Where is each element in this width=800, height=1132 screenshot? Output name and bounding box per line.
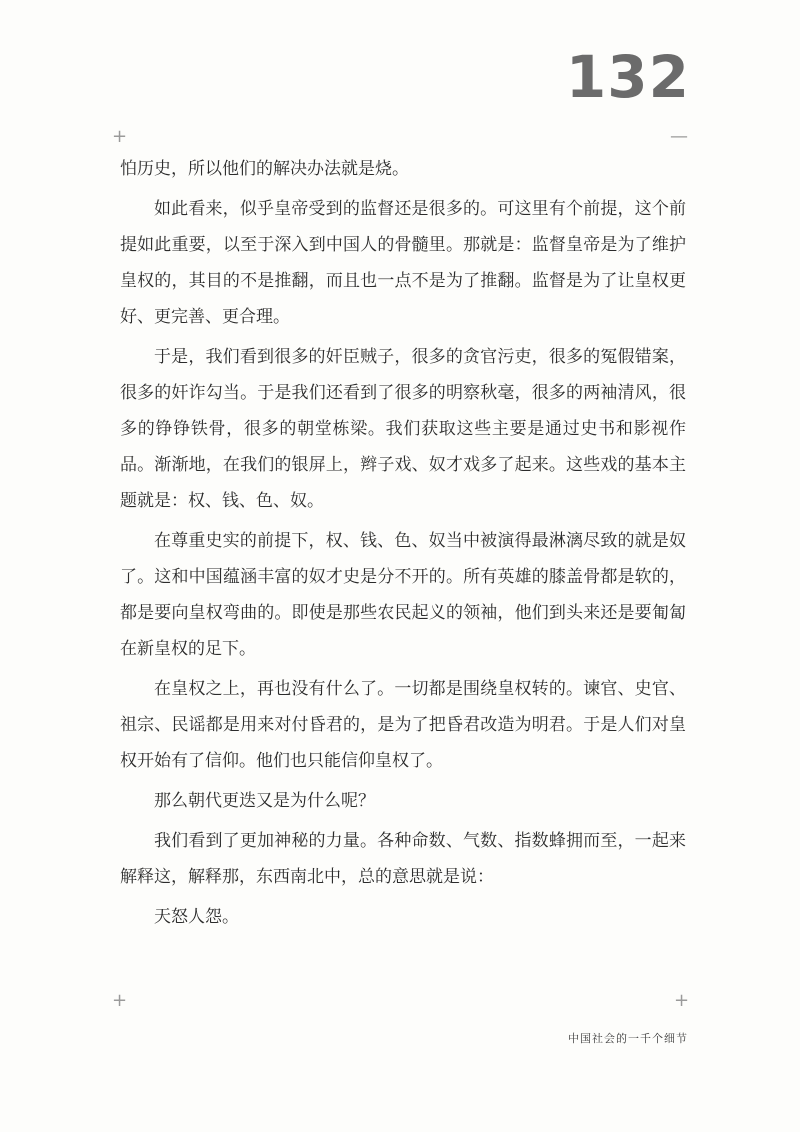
paragraph: 我们看到了更加神秘的力量。各种命数、气数、指数蜂拥而至，一起来解释这，解释那，东西南北中，总的意思就是说： (120, 831, 686, 887)
page-number: 132 (565, 43, 690, 111)
crop-mark-top-right-icon: — (670, 126, 688, 147)
paragraph: 天怒人怨。 (154, 907, 239, 927)
paragraph: 在皇权之上，再也没有什么了。一切都是围绕皇权转的。谏官、史官、祖宗、民谣都是用来对付昏君的，是为了把昏君改造为明君。于是人们对皇权开始有了信仰。他们也只能信仰皇权了。 (120, 679, 686, 771)
crop-mark-bottom-right-icon: + (674, 990, 690, 1011)
paragraph: 于是，我们看到很多的奸臣贼子，很多的贪官污吏，很多的冤假错案，很多的奸诈勾当。于是我们还看到了很多的明察秋毫，很多的两袖清风，很多的铮铮铁骨，很多的朝堂栋梁。我们获取这些主要是通过史书和影视作品。渐渐地，在我们的银屏上，辫子戏、奴才戏多了起来。这些戏的基本主题就是：权、钱、色、奴。 (120, 347, 686, 511)
running-footer: 中国社会的一千个细节 (568, 1032, 688, 1045)
paragraph: 如此看来，似乎皇帝受到的监督还是很多的。可这里有个前提，这个前提如此重要，以至于深入到中国人的骨髓里。那就是：监督皇帝是为了维护皇权的，其目的不是推翻，而且也一点不是为了推翻。监督是为了让皇权更好、更完善、更合理。 (120, 199, 686, 327)
paragraph: 那么朝代更迭又是为什么呢？ (154, 791, 375, 811)
body-text (120, 151, 686, 939)
paragraph-continued: 怕历史，所以他们的解决办法就是烧。 (120, 159, 409, 179)
crop-mark-bottom-left-icon: + (112, 990, 128, 1011)
crop-mark-top-left-icon: + (112, 126, 128, 147)
paragraph: 在尊重史实的前提下，权、钱、色、奴当中被演得最淋漓尽致的就是奴了。这和中国蕴涵丰富的奴才史是分不开的。所有英雄的膝盖骨都是软的，都是要向皇权弯曲的。即使是那些农民起义的领袖，他们到头来还是要匍匐在新皇权的足下。 (120, 531, 686, 659)
